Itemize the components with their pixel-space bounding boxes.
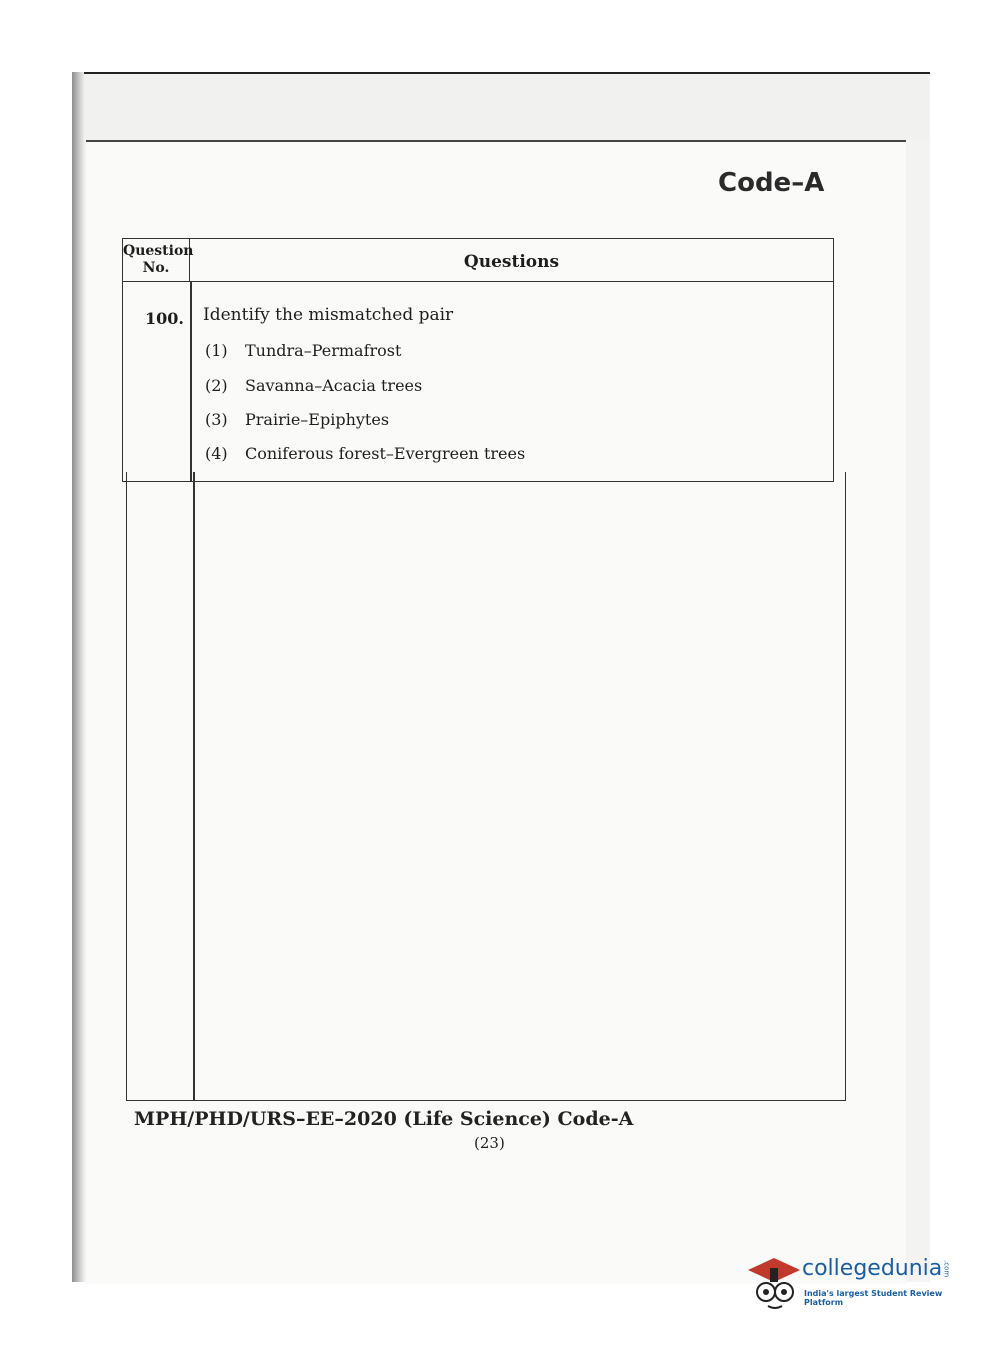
column-divider	[193, 472, 195, 1100]
blank-answer-area	[126, 472, 846, 1101]
page-number: (23)	[474, 1134, 505, 1152]
question-number-header	[123, 239, 194, 281]
logo-name: collegedunia	[802, 1256, 943, 1281]
scan-top-edge	[72, 72, 930, 74]
table-header	[123, 239, 833, 282]
logo-tagline: India's largest Student Review Platform	[804, 1289, 943, 1307]
option-number: (3)	[205, 410, 228, 429]
column-divider	[190, 281, 192, 481]
logo-suffix: .com	[942, 1260, 951, 1278]
option-4	[205, 444, 525, 463]
mascot-icon	[744, 1252, 802, 1312]
question-text: Identify the mismatched pair	[203, 305, 454, 325]
option-2	[205, 376, 422, 395]
logo-wordmark	[802, 1256, 950, 1281]
option-text: Savanna–Acacia trees	[245, 376, 423, 395]
exam-footer: MPH/PHD/URS–EE–2020 (Life Science) Code-A	[134, 1108, 634, 1130]
paper-code: Code–A	[718, 168, 825, 198]
option-number: (2)	[205, 376, 228, 395]
paper-right-margin	[906, 140, 930, 1282]
option-text: Tundra–Permafrost	[245, 341, 402, 360]
questions-header: Questions	[463, 252, 560, 272]
option-text: Prairie–Epiphytes	[245, 410, 390, 429]
option-number: (1)	[205, 341, 228, 360]
option-1	[205, 341, 401, 360]
scan-left-edge	[72, 72, 84, 1282]
collegedunia-logo	[744, 1252, 972, 1312]
question-table	[122, 238, 834, 482]
option-number: (4)	[205, 444, 228, 463]
option-text: Coniferous forest–Evergreen trees	[245, 444, 526, 463]
option-3	[205, 410, 389, 429]
question-number-header-label: Question No.	[123, 243, 194, 276]
question-number: 100.	[145, 309, 184, 328]
